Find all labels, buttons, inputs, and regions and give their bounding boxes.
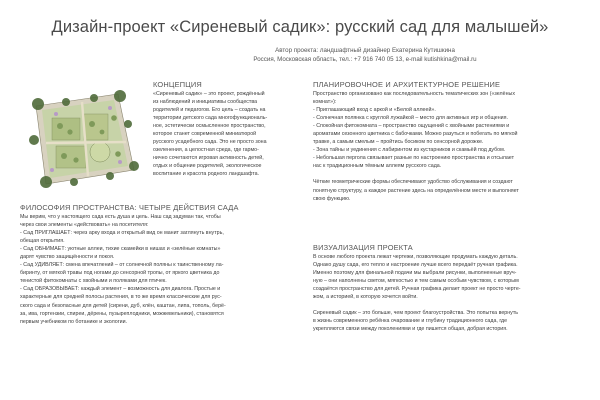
planning-line: комнат»): (313, 99, 337, 106)
philosophy-line: за, ива, гортензии, спиреи, дёрены, пузыреплодники, можжевельники), становятся (20, 310, 224, 317)
philosophy-text (20, 213, 293, 326)
visualization-line: укрепляются связи между поколениями и где пишется общая, добрая история. (313, 326, 508, 333)
concept-line: русского усадебного сада. Это не просто зона (153, 139, 267, 146)
philosophy-line: - Сад УДИВЛЯЕТ: смена впечатлений – от солнечной поляны к таинственному ла- (20, 262, 224, 269)
concept-line: нично сочетаются игровая активность детей, (153, 155, 264, 162)
philosophy-line: Мы верим, что у настоящего сада есть душа и цель. Наш сад задуман так, чтобы (20, 214, 221, 220)
concept-line: воспитание и красота родного ландшафта. (153, 171, 259, 178)
author-info (130, 46, 600, 64)
concept-line: родителей и педагогов. Его цель – создать на (153, 107, 266, 114)
philosophy-heading: ФИЛОСОФИЯ ПРОСТРАНСТВА: ЧЕТЫРЕ ДЕЙСТВИЯ САДА (20, 203, 239, 212)
visualization-line: жом, а историей, в которую хочется войти. (313, 294, 418, 301)
planning-text (313, 90, 585, 203)
visualization-line: в жизнь современного ребёнка очарование и глубину традиционного сада, где (313, 318, 508, 325)
visualization-line: В основе любого проекта лежат чертежи, позволяющие продумать каждую деталь. (313, 254, 518, 260)
visualization-heading: ВИЗУАЛИЗАЦИЯ ПРОЕКТА (313, 243, 413, 252)
planning-line: травке, а самым смелым – пройтись босиком по сенсорной дорожке. (313, 139, 484, 146)
visualization-line: Сиреневый садик – это больше, чем проект благоустройства. Это попытка вернуть (313, 310, 519, 317)
visualization-text (313, 253, 585, 333)
visualization-line: Именно поэтому для финальной подачи мы выбрали рисунки, выполненные вруч- (313, 270, 517, 277)
contact-line: Россия, Московская область, тел.: +7 916 740 05 13, e-mail kutishkina@mail.ru (253, 56, 477, 63)
philosophy-line: - Сад ПРИГЛАШАЕТ: через арку входа и открытый вид он манит заглянуть внутрь, (20, 230, 224, 237)
author-line: Автор проекта: ландшафтный дизайнер Екатерина Кутишкина (275, 47, 455, 54)
philosophy-line: ского сада и безопасные для детей (сирени, дуб, клён, каштан, липа, тополь, берё- (20, 302, 226, 309)
planning-line: - Приглашающий вход с аркой и «Белой аллеей». (313, 107, 436, 114)
concept-line: ное, эстетически осмысленное пространство, (153, 123, 266, 130)
concept-line: территории детского сада многофункциональ- (153, 115, 268, 122)
planning-line: ароматами сезонного цветника с бабочками. Можно разуться и побегать по мягкой (313, 131, 518, 138)
page-title: Дизайн-проект «Сиреневый садик»: русский сад для малышей» (51, 18, 549, 36)
philosophy-line: - Сад ОБРАЗОВЫВАЕТ: каждый элемент – возможность для диалога. Простые и (20, 286, 221, 293)
planning-line: Пространство организовано как последовательность тематических зон («зелёных (313, 91, 515, 97)
planning-line: - Солнечная полянка с круглой лужайкой – место для активных игр и общения. (313, 115, 508, 122)
concept-line: «Сиреневый садик» – это проект, рождённый (153, 91, 265, 97)
philosophy-line: обещая открытия. (20, 238, 65, 245)
concept-heading: КОНЦЕПЦИЯ (153, 80, 202, 89)
philosophy-section (20, 203, 293, 326)
visualization-line: ную – они наполнены светом, мягкостью и тем самым особым чувством, с которым (313, 278, 519, 285)
planning-line: понятную структуру, а каждое растение здесь на определённом месте и выполняет (313, 187, 519, 194)
planning-line: Чёткие геометрические формы обеспечивают удобство обслуживания и создают (313, 179, 513, 186)
concept-line: озеленения, а целостная среда, где гармо- (153, 147, 259, 154)
concept-section (153, 80, 293, 179)
planning-line: нас к традиционным тёмным аллеям русского сада. (313, 163, 442, 170)
philosophy-line: тенистой фитокомнаты с хвойными и поляками для птичек. (20, 278, 167, 285)
philosophy-line: через свои элементы «действовать» на посетителя: (20, 222, 149, 229)
philosophy-line: биринту, от мягкой травы под ногами до сенсорной тропы, от яркого цветника до (20, 270, 220, 277)
visualization-line: Однако душу сада, его тепло и настроение лучше всего передаёт ручная графика. (313, 262, 518, 269)
concept-text (153, 90, 293, 179)
visualization-line: создаётся пространство для детей. Ручная графика делает проект не просто черте- (313, 286, 521, 293)
planning-line: - Зона тайны и уединения с лабиринтом из кустарников и скамьёй под дубом. (313, 147, 506, 154)
planning-section (313, 80, 585, 203)
philosophy-line: характерные для средней полосы растения, в то же время классические для рус- (20, 294, 222, 301)
concept-line: которое станет современной миниатюрой (153, 131, 257, 138)
concept-line: отдых и общение родителей, экологическое (153, 163, 262, 170)
planning-heading: ПЛАНИРОВОЧНОЕ И АРХИТЕКТУРНОЕ РЕШЕНИЕ (313, 80, 501, 89)
planning-line: - Спокойная фитокомната – пространство ощущений с хвойными растениями и (313, 123, 510, 130)
philosophy-line: дарят чувство защищённости и покоя. (20, 254, 115, 261)
philosophy-line: первым учебником по ботанике и экологии. (20, 318, 128, 325)
visualization-section (313, 243, 585, 333)
philosophy-line: - Сад ОБНИМАЕТ: уютные аллеи, тихие скамейки в нишах и «зелёные комнаты» (20, 246, 221, 253)
garden-plan-illustration (22, 88, 142, 190)
visualization-line (313, 301, 585, 309)
planning-line: - Небольшая пергола связывает разные по настроению пространства и отсылает (313, 155, 515, 162)
planning-line (313, 170, 585, 178)
concept-line: из наблюдений и инициативы сообщества (153, 99, 258, 106)
planning-line: свою функцию. (313, 195, 351, 202)
